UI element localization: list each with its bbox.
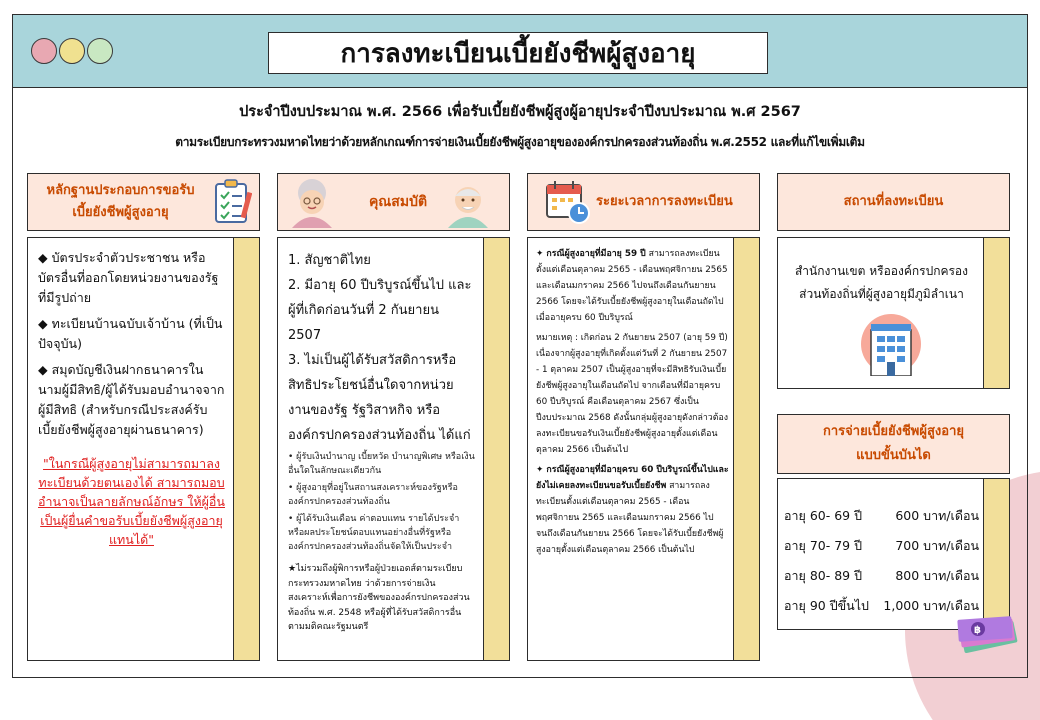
- payment-amount: 600 บาท/เดือน: [895, 508, 979, 523]
- calendar-clock-icon: [544, 178, 592, 230]
- page-title: การลงทะเบียนเบี้ยยังชีพผู้สูงอายุ: [268, 32, 768, 74]
- payment-amount: 700 บาท/เดือน: [895, 538, 979, 553]
- panel-stripe: [483, 238, 509, 660]
- location-heading-box: [777, 173, 1010, 231]
- qualification-sub-item: • ผู้รับเงินบำนาญ เบี้ยหวัด บำนาญพิเศษ หรือเงินอื่นใดในลักษณะเดียวกัน: [288, 452, 475, 476]
- yellow-dot-icon: [59, 38, 85, 64]
- svg-text:฿: ฿: [974, 625, 981, 636]
- header-bar: [12, 14, 1028, 88]
- green-dot-icon: [87, 38, 113, 64]
- payment-row: [784, 561, 979, 591]
- qualifications-panel: [277, 237, 510, 661]
- payment-age: อายุ 80- 89 ปี: [784, 568, 863, 583]
- panel-stripe: [233, 238, 259, 660]
- period-heading: ระยะเวลาการลงทะเบียน: [596, 194, 733, 209]
- period-remark: หมายเหตุ : เกิดก่อน 2 กันยายน 2507 (อายุ 59 ปี) เนื่องจากผู้สูงอายุที่เกิดตั้งแต่วันที่ 2 กันยายน 2507 - 1 ตุลาคม 2507 เป็นผู้สูงอายุที่จะมีสิทธิรับเงินเบี้ยยังชีพผู้สูงอายุในเดือนถัดไป จากเดือนที่มีอายุครบ 60 ปีบริบูรณ์ คือเดือนตุลาคม 2567 ซึ่งเป็นปีงบประมาณ 2568 ดังนั้นกลุ่มผู้สูงอายุดังกล่าวต้องลงทะเบียนขอรับเงินเบี้ยยังชีพผู้สูงอายุตั้งแต่เดือนตุลาคม 2566 เป็นต้นไป: [536, 333, 729, 455]
- period-panel: [527, 237, 760, 661]
- payment-amount: 800 บาท/เดือน: [895, 568, 979, 583]
- documents-heading-line1: หลักฐานประกอบการขอรับ: [46, 183, 195, 198]
- subtitle-regulation: ตามระเบียบกระทรวงมหาดไทยว่าด้วยหลักเกณฑ์การจ่ายเงินเบี้ยยังชีพผู้สูงอายุขององค์กรปกครองส่วนท้องถิ่น พ.ศ.2552 และที่แก้ไขเพิ่มเติม: [175, 135, 865, 149]
- documents-panel: [27, 237, 260, 661]
- location-text: สำนักงานเขต หรือองค์กรปกครองส่วนท้องถิ่นที่ผู้สูงอายุมีภูมิลำเนา: [794, 264, 969, 301]
- payment-heading-box: [777, 414, 1010, 474]
- payment-age: อายุ 60- 69 ปี: [784, 508, 863, 523]
- panel-stripe: [983, 479, 1009, 629]
- elderly-man-icon: [440, 176, 496, 232]
- payment-heading-line2: แบบขั้นบันได: [856, 448, 931, 463]
- payment-age: อายุ 90 ปีขึ้นไป: [784, 598, 869, 613]
- elderly-woman-icon: [284, 176, 340, 232]
- document-item: ◆ บัตรประจำตัวประชาชน หรือบัตรอื่นที่ออกโดยหน่วยงานของรัฐที่มีรูปถ่าย: [38, 250, 219, 305]
- checklist-icon: [212, 178, 252, 230]
- building-icon: [857, 312, 925, 380]
- period-case1-heading: ✦ กรณีผู้สูงอายุที่มีอายุ 59 ปี: [536, 249, 646, 259]
- payment-row: [784, 531, 979, 561]
- qualification-item: 3. ไม่เป็นผู้ได้รับสวัสดิการหรือสิทธิประโยชน์อื่นใดจากหน่วยงานของรัฐ รัฐวิสาหกิจ หรือองค์กรปกครองส่วนท้องถิ่น ได้แก่: [288, 353, 471, 443]
- panel-stripe: [733, 238, 759, 660]
- qualification-item: 1. สัญชาติไทย: [288, 253, 371, 268]
- documents-heading-line2: เบี้ยยังชีพผู้สูงอายุ: [72, 205, 169, 220]
- period-case2-heading: ✦ กรณีผู้สูงอายุที่มีอายุครบ 60 ปีบริบูรณ์ขึ้นไปและยังไม่เคยลงทะเบียนขอรับเบี้ยยังชีพ: [536, 465, 729, 491]
- qualification-sub-item: • ผู้สูงอายุที่อยู่ในสถานสงเคราะห์ของรัฐหรือองค์กรปกครองส่วนท้องถิ่น: [288, 483, 458, 507]
- subtitle-budget-year: ประจำปีงบประมาณ พ.ศ. 2566 เพื่อรับเบี้ยยังชีพผู้สูงผู้อายุประจำปีงบประมาณ พ.ศ 2567: [239, 104, 801, 120]
- qualification-sub-item: • ผู้ได้รับเงินเดือน ค่าตอบแทน รายได้ประจำ หรือผลประโยชน์ตอบแทนอย่างอื่นที่รัฐหรือองค์กรปกครองส่วนท้องถิ่นจัดให้เป็นประจำ: [288, 514, 460, 552]
- payment-heading-line1: การจ่ายเบี้ยยังชีพผู้สูงอายุ: [823, 424, 964, 439]
- payment-amount: 1,000 บาท/เดือน: [883, 598, 979, 613]
- banknotes-icon: [956, 612, 1022, 658]
- location-heading: สถานที่ลงทะเบียน: [843, 194, 944, 209]
- qualification-item: 2. มีอายุ 60 ปีบริบูรณ์ขึ้นไป และผู้ที่เกิดก่อนวันที่ 2 กันยายน 2507: [288, 278, 472, 343]
- qualification-star-note: ★ไม่รวมถึงผู้พิการหรือผู้ป่วยเอดส์ตามระเบียบกระทรวงมหาดไทย ว่าด้วยการจ่ายเงินสงเคราะห์เพื่อการยังชีพขององค์กรปกครองส่วนท้องถิ่น พ.ศ. 2548 หรือผู้ที่ได้รับสวัสดิการอื่นตามมติคณะรัฐมนตรี: [288, 564, 470, 632]
- proxy-note: "ในกรณีผู้สูงอายุไม่สามารถมาลงทะเบียนด้วยตนเองได้ สามารถมอบอำนาจเป็นลายลักษณ์อักษร ให้ผู้อื่นเป็นผู้ยื่นคำขอรับเบี้ยยังชีพผู้สูงอายุแทนได้": [38, 456, 225, 547]
- payment-row: [784, 501, 979, 531]
- pink-dot-icon: [31, 38, 57, 64]
- period-case2-text: สามารถลงทะเบียนตั้งแต่เดือนตุลาคม 2565 - เดือนพฤศจิกายน 2565 และเดือนมกราคม 2566 ไปจนถึงเดือนกันยายน 2566 โดยจะได้รับเบี้ยยังชีพผู้สูงอายุตั้งแต่เดือนตุลาคม 2566 เป็นต้นไป: [536, 481, 724, 555]
- document-item: ◆ สมุดบัญชีเงินฝากธนาคารในนามผู้มีสิทธิ/ผู้ได้รับมอบอำนาจจากผู้มีสิทธิ (สำหรับกรณีประสงค์รับเบี้ยยังชีพผู้สูงอายุผ่านธนาคาร): [38, 362, 225, 437]
- payment-age: อายุ 70- 79 ปี: [784, 538, 863, 553]
- qualifications-heading: คุณสมบัติ: [368, 194, 428, 210]
- period-case1-text: สามารถลงทะเบียนตั้งแต่เดือนตุลาคม 2565 - เดือนพฤศจิกายน 2565 และเดือนมกราคม 2566 ไปจนถึงเดือนกันยายน 2566 โดยจะได้รับเบี้ยยังชีพผู้สูงอายุในเดือนถัดไป เมื่ออายุครบ 60 ปีบริบูรณ์: [536, 249, 728, 323]
- panel-stripe: [983, 238, 1009, 388]
- payment-row: [784, 591, 979, 621]
- document-item: ◆ ทะเบียนบ้านฉบับเจ้าบ้าน (ที่เป็นปัจจุบัน): [38, 316, 223, 351]
- payment-panel: [777, 478, 1010, 630]
